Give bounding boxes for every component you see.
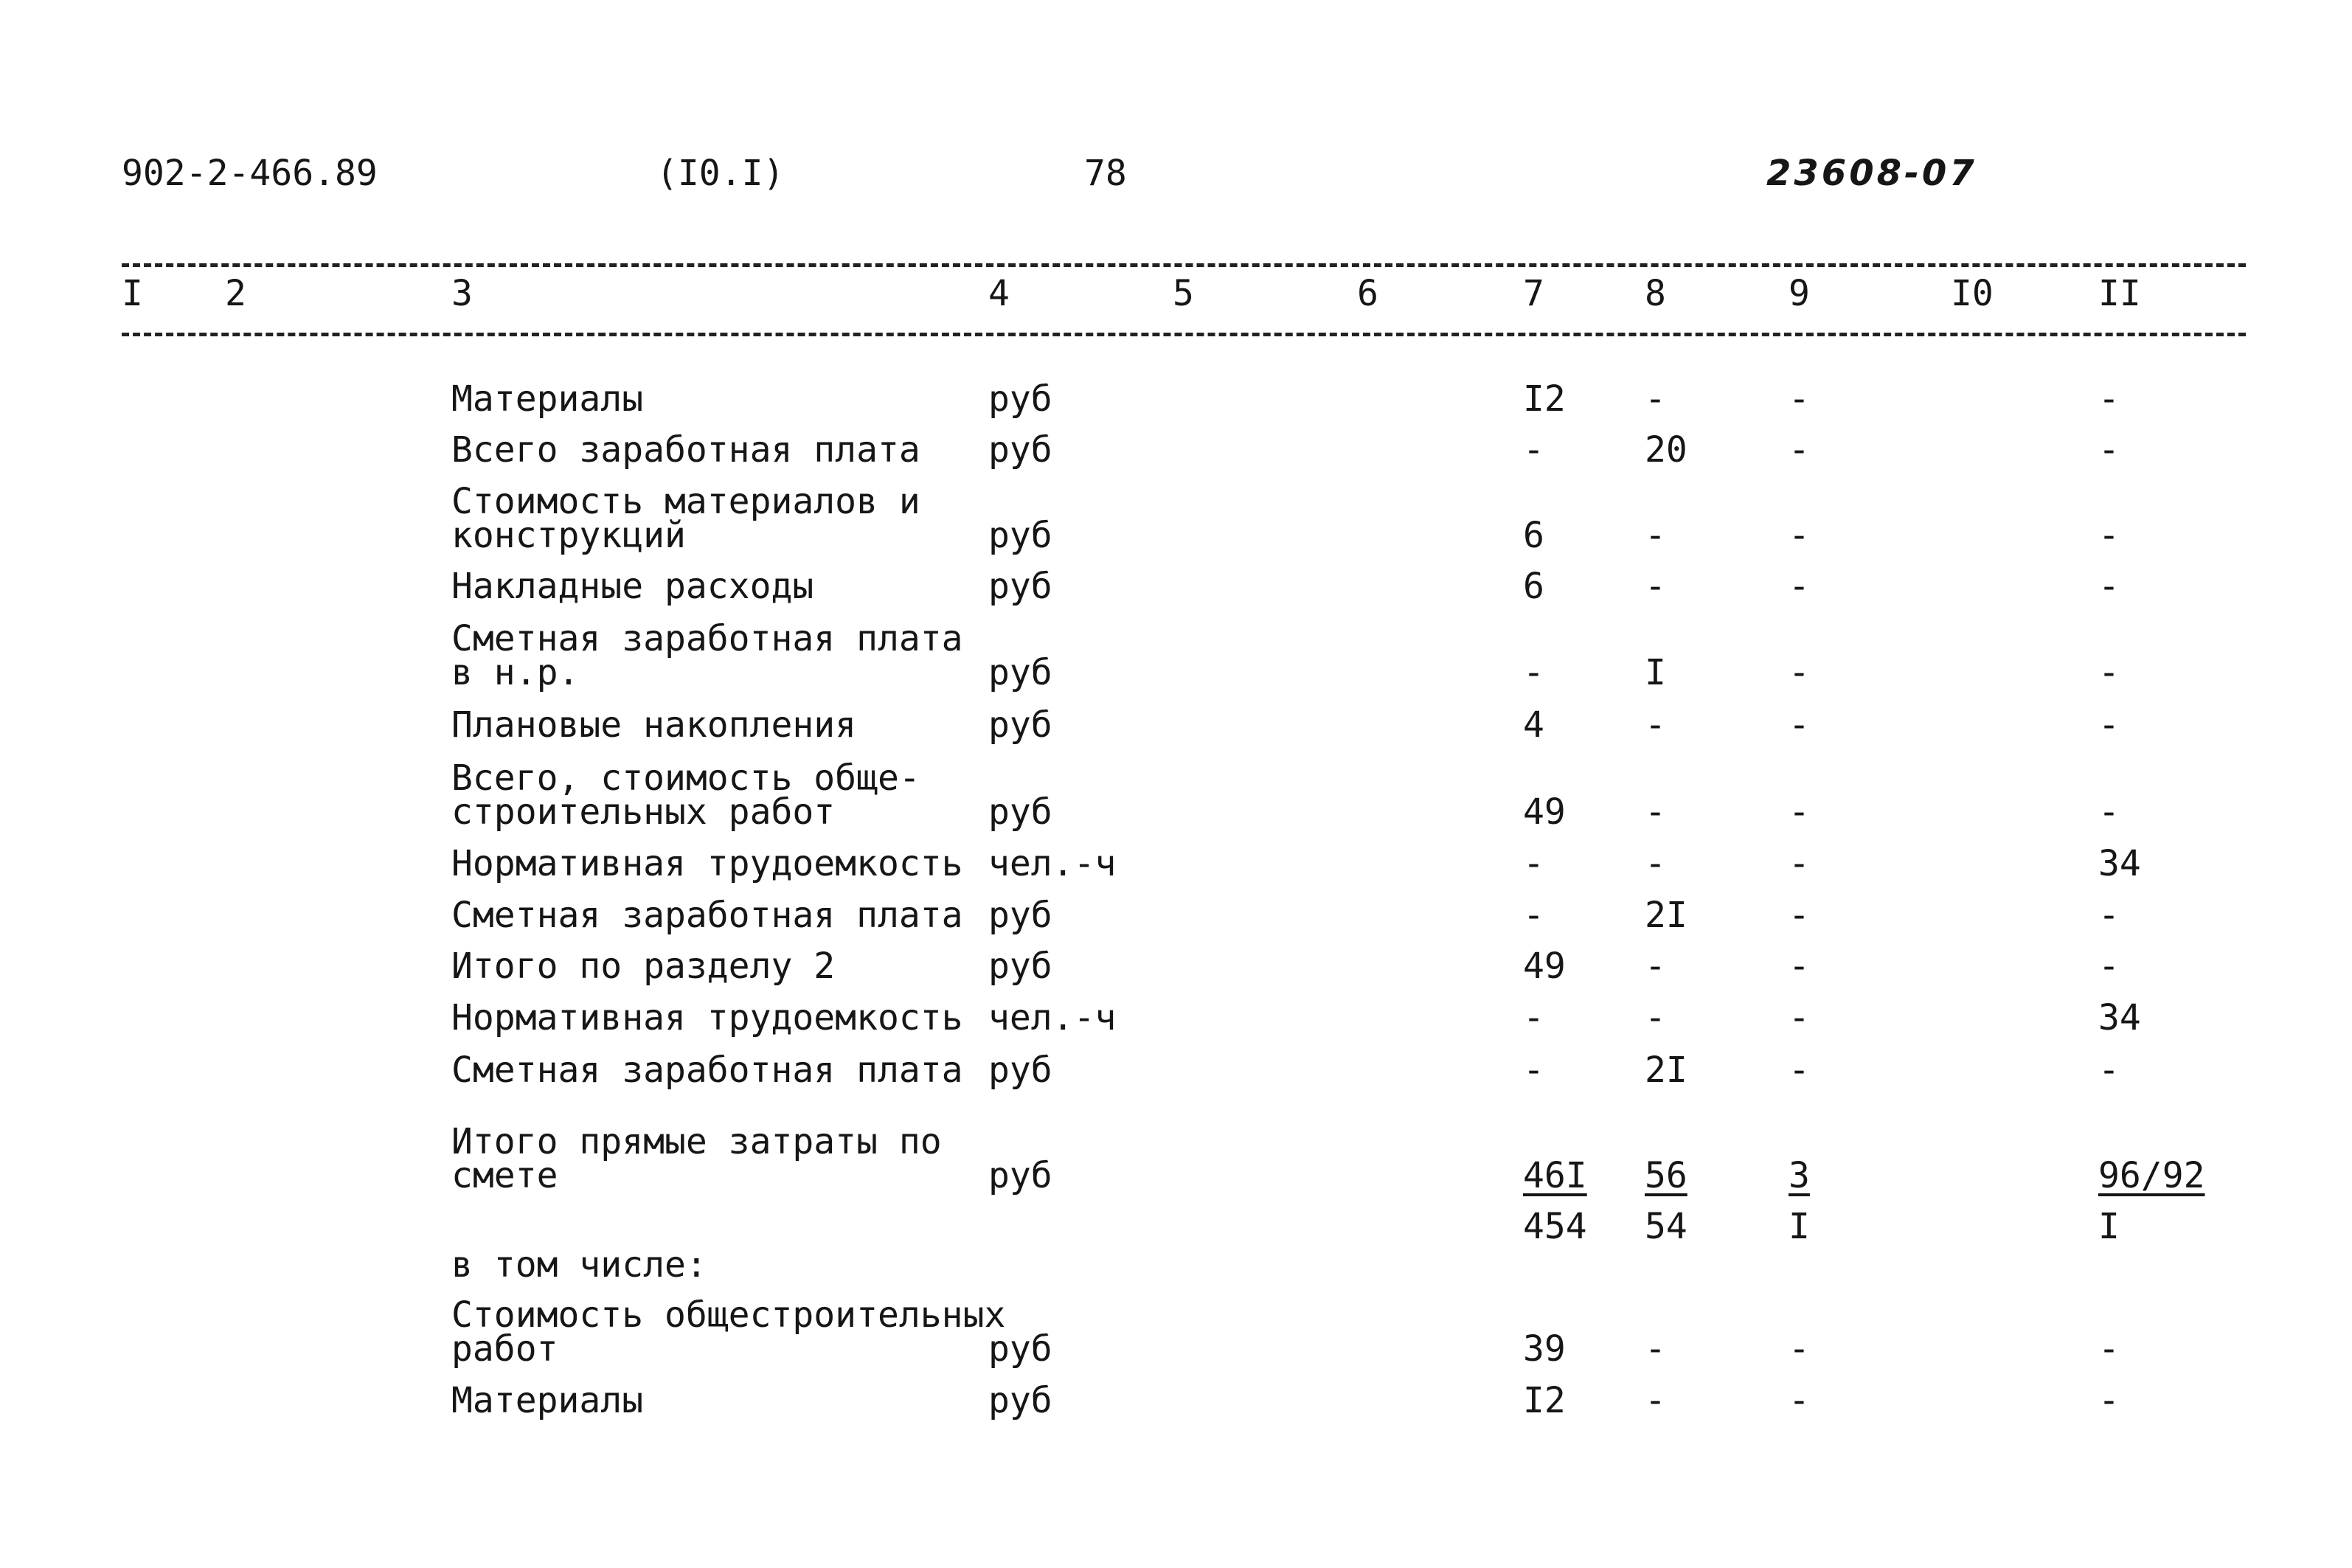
header-rule-bottom xyxy=(122,333,2246,336)
row-unit: руб xyxy=(988,1328,1052,1370)
row-col8: - xyxy=(1645,1380,1666,1421)
row-label: Стоимость общестроительных работ xyxy=(451,1294,1006,1370)
row-col8: 2I xyxy=(1645,895,1687,936)
row-col11: 34 xyxy=(2098,843,2141,884)
row-col8: - xyxy=(1645,997,1666,1038)
row-label: Сметная заработная плата xyxy=(451,1050,963,1091)
row-unit: руб xyxy=(988,946,1052,987)
row-unit: руб xyxy=(988,704,1052,746)
row-unit: руб xyxy=(988,566,1052,607)
column-number-11: II xyxy=(2098,273,2141,314)
total-direct-label: Итого прямые затраты по смете xyxy=(451,1121,942,1196)
total-direct-col7-top: 46I xyxy=(1523,1155,1587,1196)
row-col9: - xyxy=(1789,843,1810,884)
row-col7: I2 xyxy=(1523,378,1566,420)
row-col8: - xyxy=(1645,791,1666,833)
row-unit: руб xyxy=(988,1050,1052,1091)
row-col11: - xyxy=(2098,429,2120,471)
row-label: Нормативная трудоемкость xyxy=(451,843,963,884)
column-number-1: I xyxy=(122,273,143,314)
row-col9: - xyxy=(1789,1380,1810,1421)
row-col11: - xyxy=(2098,895,2120,936)
row-col8: - xyxy=(1645,378,1666,420)
row-col8: - xyxy=(1645,946,1666,987)
row-col11: - xyxy=(2098,566,2120,607)
row-col9: - xyxy=(1789,429,1810,471)
row-unit: руб xyxy=(988,515,1052,556)
row-col7: 6 xyxy=(1523,566,1544,607)
total-direct-col8-top: 56 xyxy=(1645,1155,1687,1196)
row-col7: 39 xyxy=(1523,1328,1566,1370)
row-unit: руб xyxy=(988,378,1052,420)
row-col9: - xyxy=(1789,566,1810,607)
page-number: 78 xyxy=(1084,153,1127,194)
total-direct-col9-top: 3 xyxy=(1789,1155,1810,1196)
total-direct-col7-bottom: 454 xyxy=(1523,1206,1587,1247)
row-col7: - xyxy=(1523,429,1544,471)
total-direct-col11-bottom: I xyxy=(2098,1206,2120,1247)
row-col8: I xyxy=(1645,652,1666,693)
row-label: Всего заработная плата xyxy=(451,429,920,471)
total-direct-unit: руб xyxy=(988,1155,1052,1196)
including-label: в том числе: xyxy=(451,1244,707,1286)
total-direct-col11-top: 96/92 xyxy=(2098,1155,2205,1196)
row-col9: - xyxy=(1789,1050,1810,1091)
row-col9: - xyxy=(1789,946,1810,987)
row-col8: 20 xyxy=(1645,429,1687,471)
column-number-9: 9 xyxy=(1789,273,1810,314)
row-col11: - xyxy=(2098,1380,2120,1421)
row-col8: 2I xyxy=(1645,1050,1687,1091)
row-unit: руб xyxy=(988,1380,1052,1421)
document-code: 902-2-466.89 xyxy=(122,153,378,194)
row-col7: - xyxy=(1523,997,1544,1038)
row-col8: - xyxy=(1645,1328,1666,1370)
row-label: Всего, стоимость обще- строительных работ xyxy=(451,757,920,833)
row-col9: - xyxy=(1789,997,1810,1038)
section-number: (I0.I) xyxy=(656,153,785,194)
row-col7: 6 xyxy=(1523,515,1544,556)
column-number-3: 3 xyxy=(451,273,473,314)
row-col9: - xyxy=(1789,791,1810,833)
row-col11: - xyxy=(2098,791,2120,833)
row-col11: 34 xyxy=(2098,997,2141,1038)
row-col8: - xyxy=(1645,566,1666,607)
row-label: Материалы xyxy=(451,1380,644,1421)
row-col11: - xyxy=(2098,1328,2120,1370)
row-col8: - xyxy=(1645,704,1666,746)
row-col9: - xyxy=(1789,895,1810,936)
row-unit: руб xyxy=(988,895,1052,936)
row-label: Сметная заработная плата в н.р. xyxy=(451,618,963,693)
row-col9: - xyxy=(1789,704,1810,746)
row-col9: - xyxy=(1789,1328,1810,1370)
row-unit: чел.-ч xyxy=(988,997,1117,1038)
column-number-4: 4 xyxy=(988,273,1010,314)
row-label: Нормативная трудоемкость xyxy=(451,997,963,1038)
row-col8: - xyxy=(1645,843,1666,884)
row-col11: - xyxy=(2098,1050,2120,1091)
row-col11: - xyxy=(2098,378,2120,420)
total-direct-col9-bottom: I xyxy=(1789,1206,1810,1247)
handwritten-doc-number: 23608-07 xyxy=(1766,153,1977,194)
row-label: Итого по разделу 2 xyxy=(451,946,836,987)
row-label: Материалы xyxy=(451,378,644,420)
row-col7: - xyxy=(1523,895,1544,936)
row-unit: руб xyxy=(988,652,1052,693)
column-number-8: 8 xyxy=(1645,273,1666,314)
column-number-10: I0 xyxy=(1951,273,1994,314)
row-col7: 4 xyxy=(1523,704,1544,746)
row-col7: - xyxy=(1523,1050,1544,1091)
column-number-5: 5 xyxy=(1173,273,1194,314)
row-col9: - xyxy=(1789,652,1810,693)
row-col11: - xyxy=(2098,515,2120,556)
column-number-7: 7 xyxy=(1523,273,1544,314)
header-rule-top xyxy=(122,263,2246,267)
row-col7: - xyxy=(1523,652,1544,693)
row-col7: - xyxy=(1523,843,1544,884)
row-col9: - xyxy=(1789,378,1810,420)
row-label: Плановые накопления xyxy=(451,704,857,746)
column-number-6: 6 xyxy=(1357,273,1378,314)
row-label: Стоимость материалов и конструкций xyxy=(451,481,920,556)
row-col11: - xyxy=(2098,652,2120,693)
row-unit: руб xyxy=(988,429,1052,471)
row-label: Сметная заработная плата xyxy=(451,895,963,936)
column-number-2: 2 xyxy=(225,273,246,314)
row-col9: - xyxy=(1789,515,1810,556)
total-direct-col8-bottom: 54 xyxy=(1645,1206,1687,1247)
row-col7: I2 xyxy=(1523,1380,1566,1421)
row-col11: - xyxy=(2098,704,2120,746)
row-unit: чел.-ч xyxy=(988,843,1117,884)
row-col7: 49 xyxy=(1523,791,1566,833)
row-unit: руб xyxy=(988,791,1052,833)
row-col11: - xyxy=(2098,946,2120,987)
row-col8: - xyxy=(1645,515,1666,556)
row-col7: 49 xyxy=(1523,946,1566,987)
row-label: Накладные расходы xyxy=(451,566,814,607)
